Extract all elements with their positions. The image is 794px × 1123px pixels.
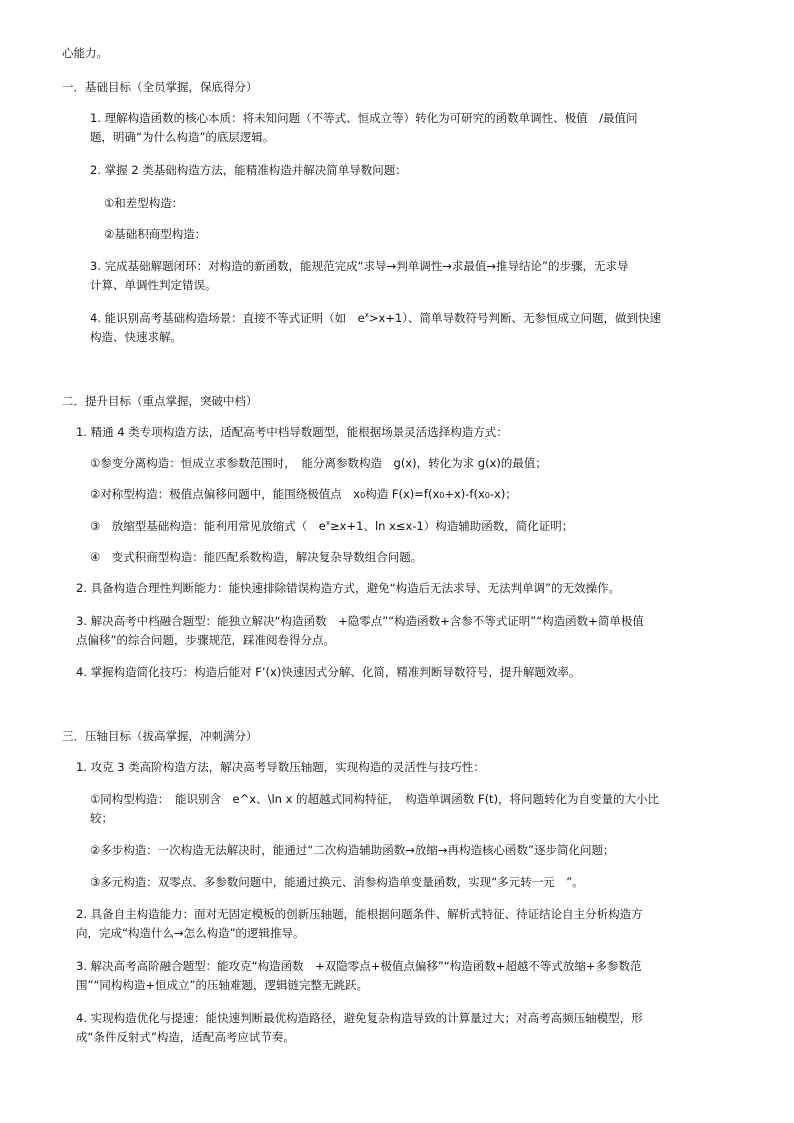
s1-sub-1: ①和差型构造： <box>104 196 184 210</box>
s2-sub-1: ①参变分离构造：恒成立求参数范围时， 能分离参数构造 g(x)，转化为求 g(x)的最值； <box>90 456 547 470</box>
s3-item-4-line-2: 成“条件反射式”构造，适配高考应试节奏。 <box>76 1030 295 1044</box>
s1-item-3-line-2: 计算、单调性判定错误。 <box>90 278 217 292</box>
s2-item-3-line-2: 点偏移”的综合问题，步骤规范，踩准阅卷得分点。 <box>76 633 335 647</box>
s1-item-3-line-1: 3. 完成基础解题闭环：对构造的新函数，能规范完成“求导→判单调性→求最值→推导结论”的步骤，无求导 <box>90 259 629 273</box>
s3-item-3-line-2: 围”“同构构造+恒成立”的压轴难题，逻辑链完整无跳跃。 <box>76 978 369 992</box>
s3-item-2-line-2: 向，完成“构造什么→怎么构造”的逻辑推导。 <box>76 926 305 940</box>
section-2-heading: 二．提升目标（重点掌握，突破中档） <box>62 394 258 408</box>
s2-item-2: 2. 具备构造合理性判断能力：能快速排除错误构造方式，避免“构造后无法求导、无法判单调”的无效操作。 <box>76 581 621 595</box>
s3-item-3-line-1: 3. 解决高考高阶融合题型：能攻克“构造函数 +双隐零点+极值点偏移”“构造函数+超越不等式放缩+多参数范 <box>76 959 642 973</box>
section-1-heading: 一．基础目标（全员掌握，保底得分） <box>62 80 258 94</box>
s3-item-4-line-1: 4. 实现构造优化与提速：能快速判断最优构造路径，避免复杂构造导致的计算量过大；对高考高频压轴模型，形 <box>76 1011 643 1025</box>
s3-sub-1-line-1: ①同构型构造： 能识别含 e^x、\ln x 的超越式同构特征， 构造单调函数 F(t)，将问题转化为自变量的大小比 <box>90 792 660 806</box>
s2-sub-4: ④ 变式积商型构造：能匹配系数构造，解决复杂导数组合问题。 <box>90 550 423 564</box>
s3-item-1: 1. 攻克 3 类高阶构造方法，解决高考导数压轴题，实现构造的灵活性与技巧性： <box>76 760 485 774</box>
s2-item-3-line-1: 3. 解决高考中档融合题型：能独立解决“构造函数 +隐零点”“构造函数+含参不等式证明”“构造函数+简单极值 <box>76 614 644 628</box>
s3-sub-1-line-2: 较； <box>90 811 113 825</box>
s3-item-2-line-1: 2. 具备自主构造能力：面对无固定模板的创新压轴题，能根据问题条件、解析式特征、待证结论自主分析构造方 <box>76 907 643 921</box>
intro-tail: 心能力。 <box>62 46 108 60</box>
s3-sub-2: ②多步构造：一次构造无法解决时，能通过“二次构造辅助函数→放缩→再构造核心函数”逐步简化问题； <box>90 843 615 857</box>
s2-item-1: 1. 精通 4 类专项构造方法，适配高考中档导数题型，能根据场景灵活选择构造方式： <box>76 425 508 439</box>
s2-sub-3: ③ 放缩型基础构造：能利用常见放缩式（ $e^x\ge x+1$、ln x≤x-1）构造辅助函数，简化证明； <box>90 519 574 533</box>
s1-item-1-line-1: 1. 理解构造函数的核心本质：将未知问题（不等式、恒成立等）转化为可研究的函数单调性、极值 /最值问 <box>90 111 638 125</box>
s3-sub-3: ③多元构造：双零点、多参数问题中，能通过换元、消参构造单变量函数，实现“多元转一元 ”。 <box>90 875 584 889</box>
s1-item-1-line-2: 题，明确“为什么构造”的底层逻辑。 <box>90 130 275 144</box>
section-3-heading: 三．压轴目标（拔高掌握，冲刺满分） <box>62 729 258 743</box>
s1-item-2: 2. 掌握 2 类基础构造方法，能精准构造并解决简单导数问题： <box>90 163 407 177</box>
s2-sub-2: ②对称型构造：极值点偏移问题中，能围绕极值点 x0构造 F(x)=f(x0+x)-f(x0-x)； <box>90 487 517 501</box>
s1-item-4-line-1: 4. 能识别高考基础构造场景：直接不等式证明（如 $e^x>x+1$）、简单导数符号判断、无参恒成立问题，做到快速 <box>90 311 662 325</box>
s2-item-4: 4. 掌握构造简化技巧：构造后能对 F’(x)快速因式分解、化简，精准判断导数符号，提升解题效率。 <box>76 665 581 679</box>
s1-item-4-line-2: 构造、快速求解。 <box>90 330 182 344</box>
s1-sub-2: ②基础积商型构造： <box>104 227 207 241</box>
